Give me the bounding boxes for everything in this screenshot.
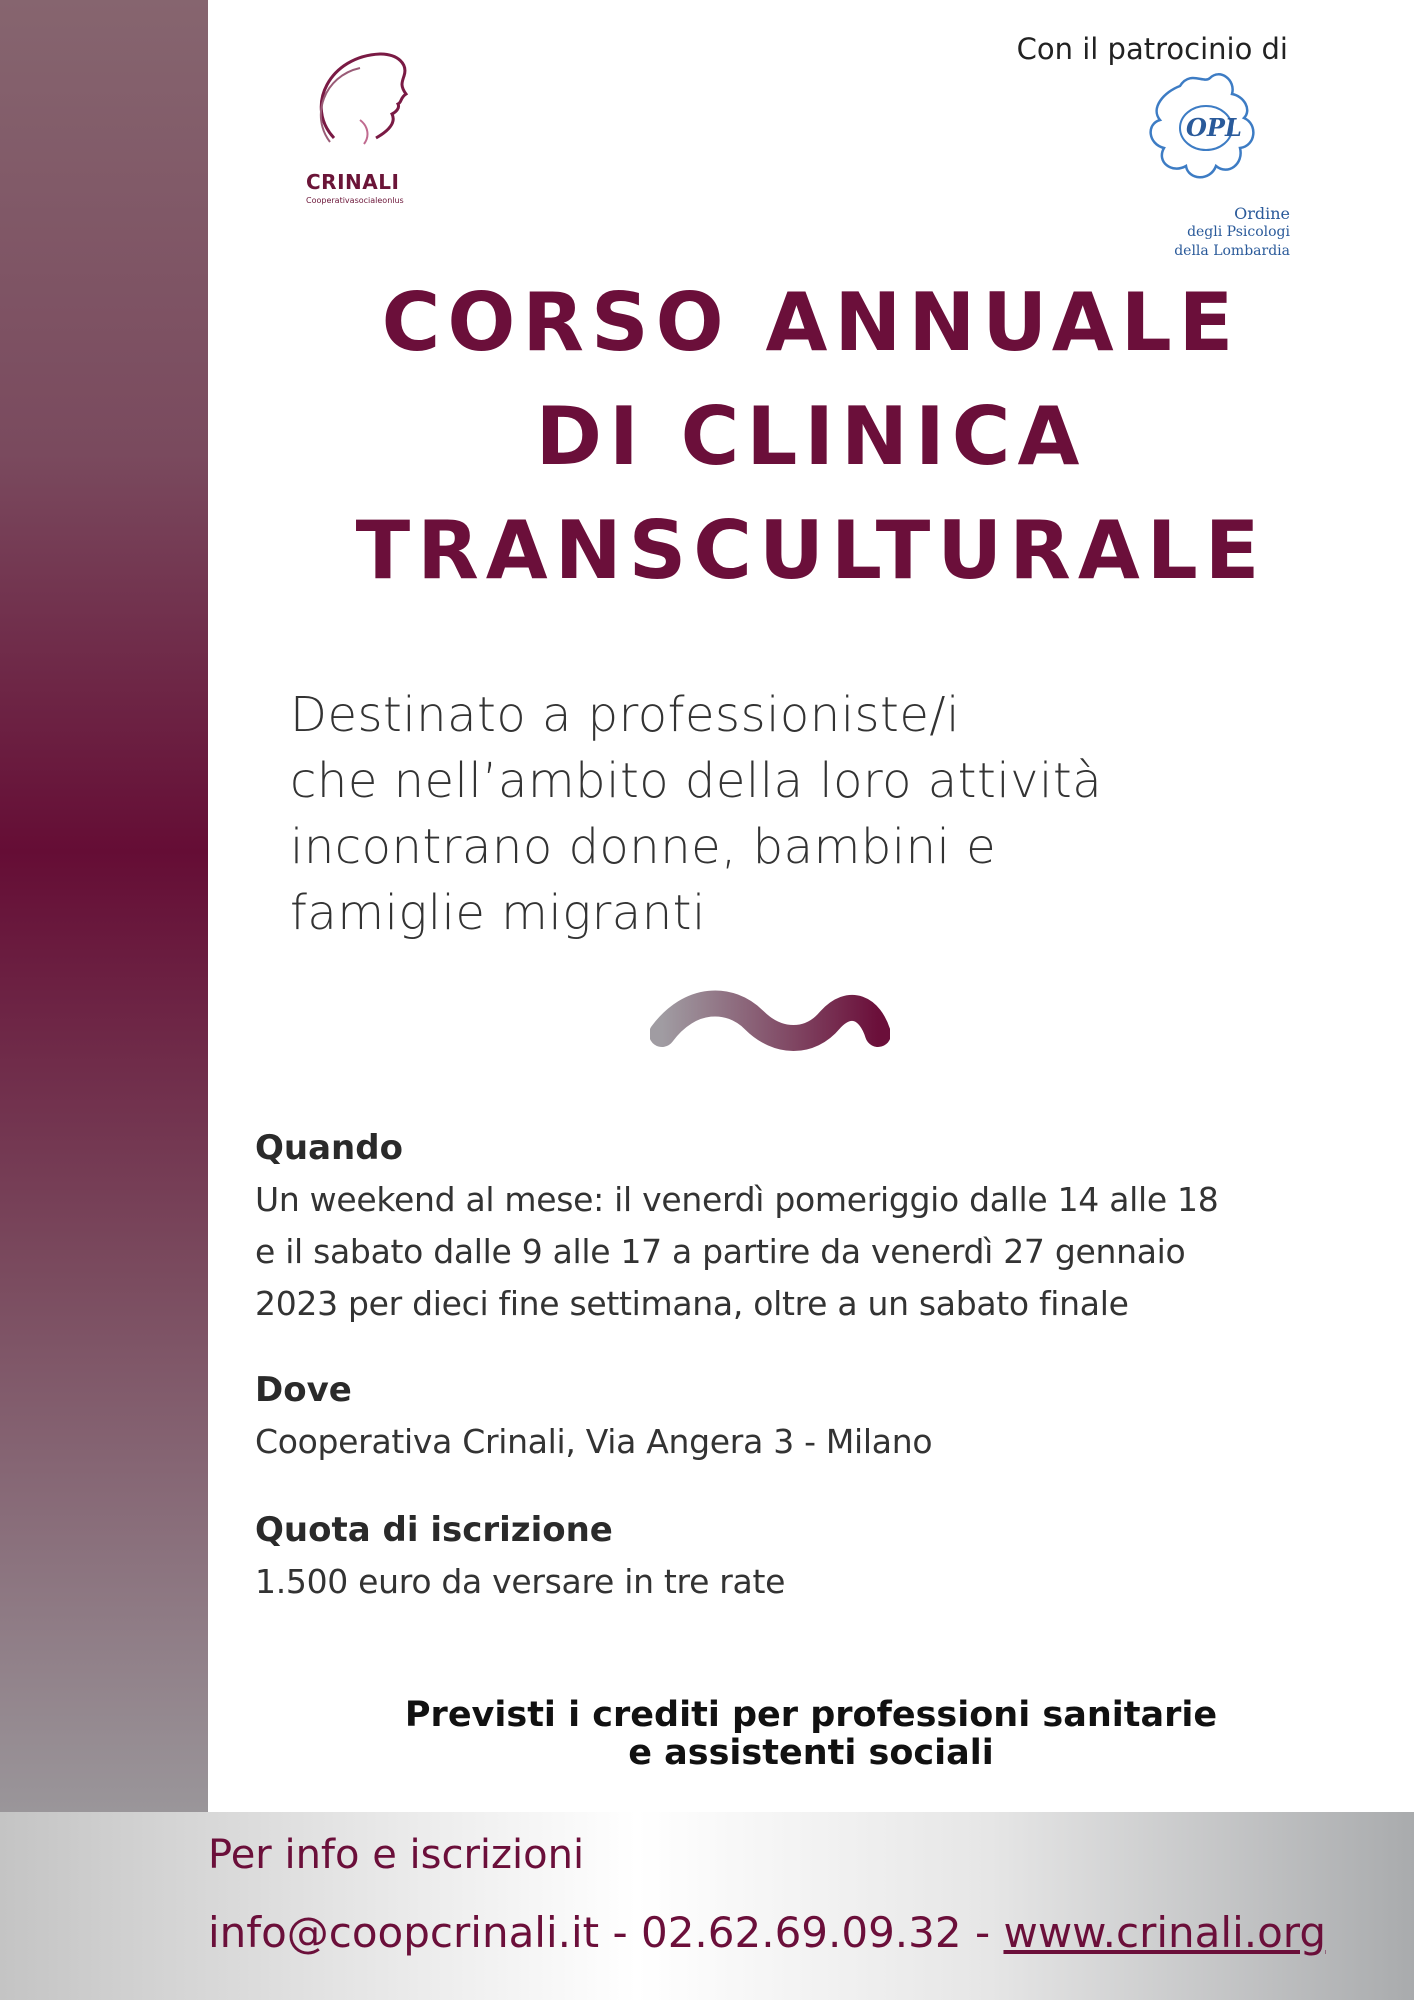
crinali-logo-name: CRINALI <box>306 170 400 194</box>
intro-line-4: famiglie migranti <box>290 885 706 941</box>
footer <box>0 1812 1414 2000</box>
section-quota <box>255 1510 1335 1608</box>
section-quando-heading: Quando <box>255 1128 403 1168</box>
footer-website-link[interactable]: www.crinali.org <box>1003 1908 1326 1957</box>
crinali-logo <box>300 46 420 214</box>
section-quota-text: 1.500 euro da versare in tre rate <box>255 1562 786 1601</box>
section-quando-line-2: e il sabato dalle 9 alle 17 a partire da venerdì 27 gennaio <box>255 1232 1186 1271</box>
intro-line-2: che nell’ambito della loro attività <box>290 753 1103 809</box>
footer-contacts <box>208 1908 1326 1957</box>
footer-email-link[interactable]: info@coopcrinali.it <box>208 1908 600 1957</box>
footer-separator-1: - <box>599 1908 641 1957</box>
wave-divider <box>650 986 890 1056</box>
crinali-logo-mark <box>300 46 420 170</box>
opl-line-psicologi: degli Psicologi <box>1187 224 1290 240</box>
page-title <box>208 266 1414 608</box>
title-line-3: TRANSCULTURALE <box>355 504 1267 597</box>
intro-line-1: Destinato a professioniste/i <box>290 687 960 743</box>
intro-text <box>290 682 1290 946</box>
section-quando-line-1: Un weekend al mese: il venerdì pomeriggio dalle 14 alle 18 <box>255 1180 1219 1219</box>
opl-line-ordine: Ordine <box>1234 204 1290 223</box>
section-quota-heading: Quota di iscrizione <box>255 1510 613 1550</box>
section-quando <box>255 1128 1335 1330</box>
section-dove-heading: Dove <box>255 1370 352 1410</box>
credits-line-2: e assistenti sociali <box>628 1733 994 1773</box>
opl-line-lombardia: della Lombardia <box>1174 243 1290 259</box>
patronage-label: Con il patrocinio di <box>1016 32 1288 66</box>
section-quando-line-3: 2023 per dieci fine settimana, oltre a un sabato finale <box>255 1284 1129 1323</box>
credits-note <box>208 1696 1414 1772</box>
footer-title: Per info e iscrizioni <box>208 1832 585 1878</box>
opl-logo-monogram: OPL <box>1186 113 1242 142</box>
section-dove-text: Cooperativa Crinali, Via Angera 3 - Milano <box>255 1422 933 1461</box>
footer-separator-2: - <box>961 1908 1004 1957</box>
opl-logo-mark <box>1140 66 1290 202</box>
title-line-1: CORSO ANNUALE <box>381 276 1241 369</box>
section-dove <box>255 1370 1335 1468</box>
credits-line-1: Previsti i crediti per professioni sanitarie <box>404 1695 1218 1735</box>
opl-logo-text <box>1174 204 1290 261</box>
crinali-logo-subtitle: Cooperativasocialeonlus <box>306 196 404 205</box>
side-color-band <box>0 0 208 1812</box>
title-line-2: DI CLINICA <box>535 390 1087 483</box>
footer-phone[interactable]: 02.62.69.09.32 <box>640 1908 962 1957</box>
intro-line-3: incontrano donne, bambini e <box>290 819 997 875</box>
